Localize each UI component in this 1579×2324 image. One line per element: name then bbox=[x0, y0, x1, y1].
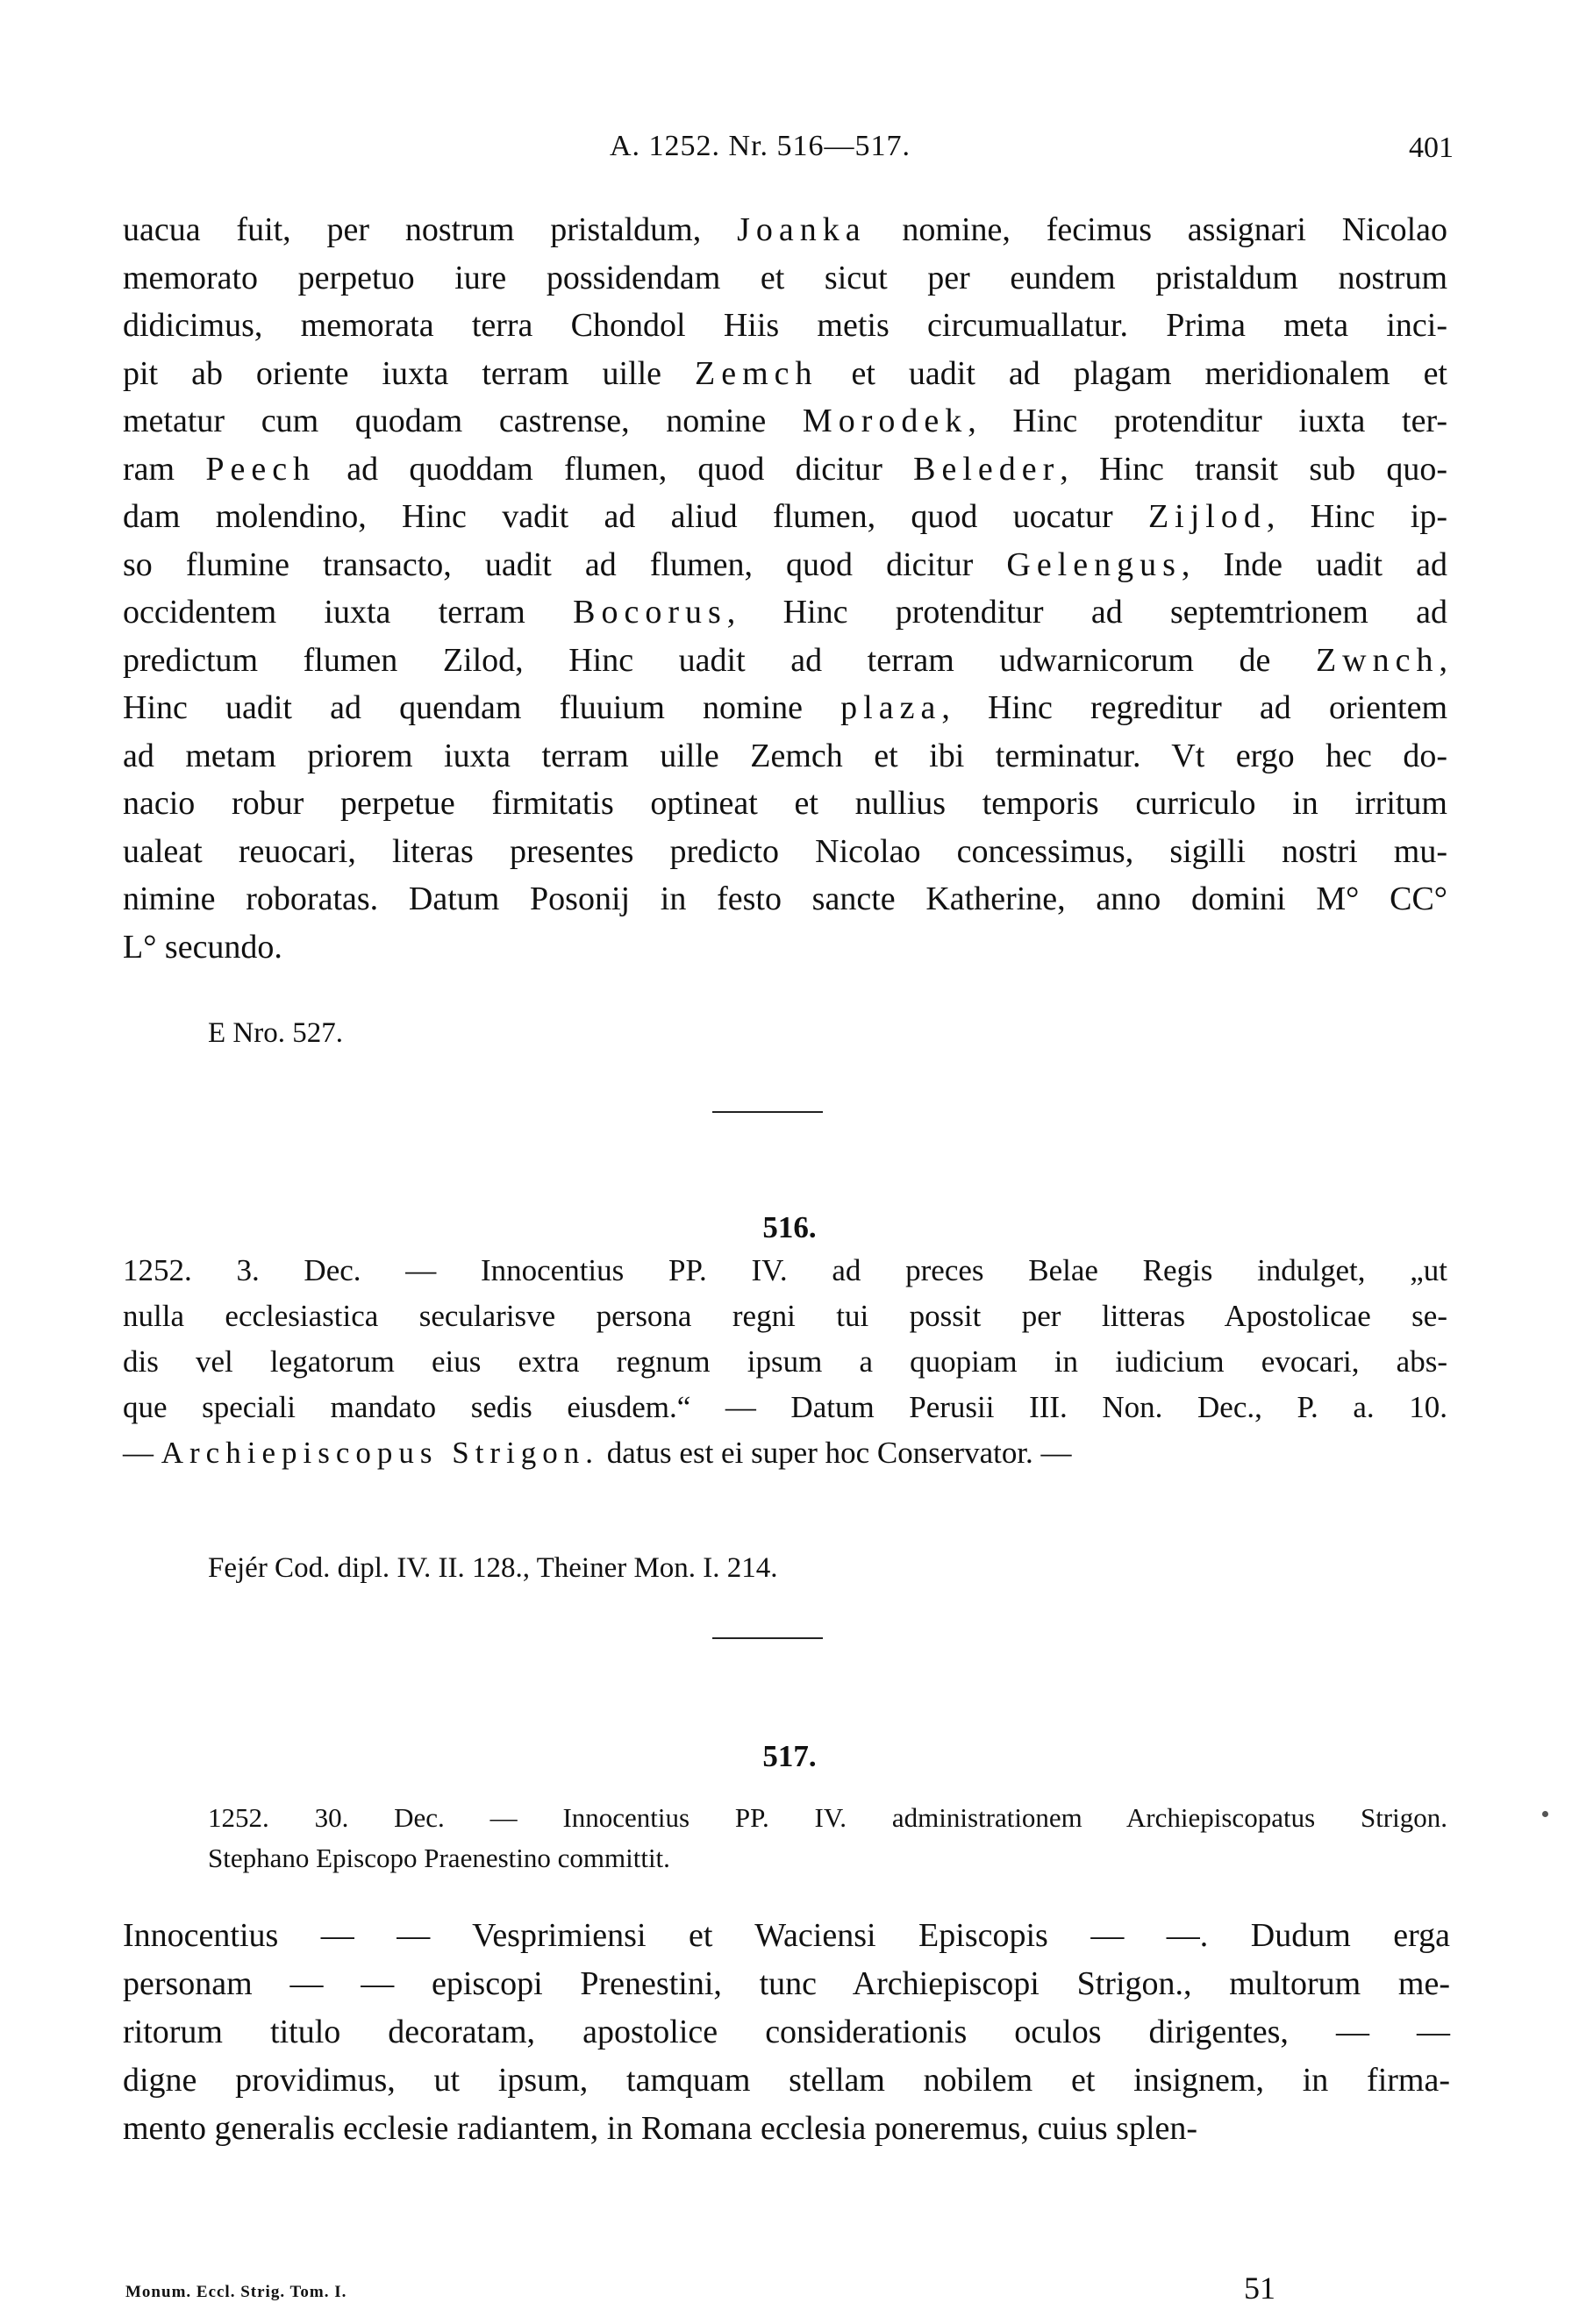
text-line: memorato perpetuo iure possidendam et sicut per eundem pristaldum nostrum bbox=[123, 259, 1447, 296]
page-header-title: A. 1252. Nr. 516—517. bbox=[610, 130, 911, 162]
text-line: Innocentius — — Vesprimiensi et Waciensi Episcopis — —. Dudum erga bbox=[123, 1917, 1450, 1954]
regest-line: nulla ecclesiastica secularisve persona regni tui possit per litteras Apostolicae se- bbox=[123, 1299, 1447, 1333]
text-line: Hinc uadit ad quendam fluuium nomine plaza, Hinc regreditur ad orientem bbox=[123, 689, 1447, 726]
spaced-name: Zijlod bbox=[1147, 498, 1267, 535]
text-line: dam molendino, Hinc vadit ad aliud flumen, quod uocatur Zijlod, Hinc ip- bbox=[123, 498, 1448, 535]
text-line: digne providimus, ut ipsum, tamquam stellam nobilem et insignem, in firma- bbox=[123, 2062, 1450, 2099]
text-line: didicimus, memorata terra Chondol Hiis metis circumuallatur. Prima meta inci- bbox=[123, 307, 1447, 344]
text-line: so flumine transacto, uadit ad flumen, quod dicitur Gelengus, Inde uadit ad bbox=[123, 545, 1447, 583]
text-line: ritorum titulo decoratam, apostolice considerationis oculos dirigentes, — — bbox=[123, 2014, 1450, 2050]
text-line: nimine roboratas. Datum Posonij in festo sancte Katherine, anno domini M° CC° bbox=[123, 880, 1447, 917]
text-line: ram Peech ad quoddam flumen, quod dicitur Beleder, Hinc transit sub quo- bbox=[123, 450, 1448, 488]
text-line: predictum flumen Zilod, Hinc uadit ad terram udwarnicorum de Zwnch, bbox=[123, 641, 1447, 679]
footer-series-title: Monum. Eccl. Strig. Tom. I. bbox=[125, 2283, 347, 2301]
summary-line: Stephano Episcopo Praenestino committit. bbox=[208, 1843, 670, 1873]
summary-line: 1252. 30. Dec. — Innocentius PP. IV. administrationem Archiepiscopatus Strigon. bbox=[208, 1802, 1447, 1833]
document-number-516: 516. bbox=[762, 1210, 817, 1244]
text-line: pit ab oriente iuxta terram uille Zemch et uadit ad plagam meridionalem et bbox=[123, 354, 1447, 392]
sheet-signature: 51 bbox=[1244, 2271, 1275, 2306]
spaced-name: Bocorus bbox=[573, 594, 727, 631]
spaced-name: Beleder bbox=[913, 450, 1061, 488]
top-paragraph bbox=[123, 206, 1447, 971]
section-divider bbox=[712, 1637, 823, 1639]
spaced-name: Zemch bbox=[695, 354, 818, 392]
doc-517-text bbox=[123, 1912, 1450, 2153]
cross-reference: E Nro. 527. bbox=[208, 1017, 343, 1049]
spaced-name: Joanka bbox=[737, 211, 867, 248]
regest-line: dis vel legatorum eius extra regnum ipsum a quopiam in iudicium evocari, abs- bbox=[123, 1344, 1447, 1379]
text-line: ad metam priorem iuxta terram uille Zemch et ibi terminatur. Vt ergo hec do- bbox=[123, 737, 1447, 774]
text-line: metatur cum quodam castrense, nomine Morodek, Hinc protenditur iuxta ter- bbox=[123, 403, 1447, 439]
document-number-517: 517. bbox=[762, 1739, 817, 1773]
source-citation: Fejér Cod. dipl. IV. II. 128., Theiner Mon. I. 214. bbox=[208, 1552, 778, 1584]
text-line: nacio robur perpetue firmitatis optineat et nullius temporis curriculo in irritum bbox=[123, 785, 1447, 822]
spaced-name: Peech bbox=[205, 450, 317, 488]
section-divider bbox=[712, 1111, 823, 1113]
text-line: uacua fuit, per nostrum pristaldum, Joanka nomine, fecimus assignari Nicolao bbox=[123, 211, 1447, 248]
scan-speck bbox=[1542, 1811, 1548, 1817]
spaced-name: Zwnch bbox=[1315, 641, 1440, 679]
spaced-name: Morodek bbox=[802, 403, 968, 439]
spaced-name: Gelengus bbox=[1006, 545, 1182, 583]
text-line: L° secundo. bbox=[123, 928, 282, 966]
text-line: personam — — episcopi Prenestini, tunc Archiepiscopi Strigon., multorum me- bbox=[123, 1965, 1450, 2002]
doc-516-regest bbox=[123, 1248, 1447, 1476]
regest-line: que speciali mandato sedis eiusdem.“ — Datum Perusii III. Non. Dec., P. a. 10. bbox=[123, 1390, 1447, 1424]
regest-line: — Archiepiscopus Strigon. datus est ei super hoc Conservator. — bbox=[123, 1436, 1072, 1470]
page-number: 401 bbox=[1409, 132, 1454, 164]
spaced-name: Archiepiscopus Strigon. bbox=[161, 1436, 600, 1470]
text-line: occidentem iuxta terram Bocorus, Hinc protenditur ad septemtrionem ad bbox=[123, 594, 1447, 631]
regest-line: 1252. 3. Dec. — Innocentius PP. IV. ad preces Belae Regis indulget, „ut bbox=[123, 1253, 1447, 1287]
text-line: ualeat reuocari, literas presentes predicto Nicolao concessimus, sigilli nostri mu- bbox=[123, 832, 1447, 870]
doc-517-summary bbox=[208, 1798, 1447, 1878]
spaced-name: plaza bbox=[840, 689, 942, 726]
text-line: mento generalis ecclesie radiantem, in Romana ecclesia poneremus, cuius splen- bbox=[123, 2110, 1198, 2147]
